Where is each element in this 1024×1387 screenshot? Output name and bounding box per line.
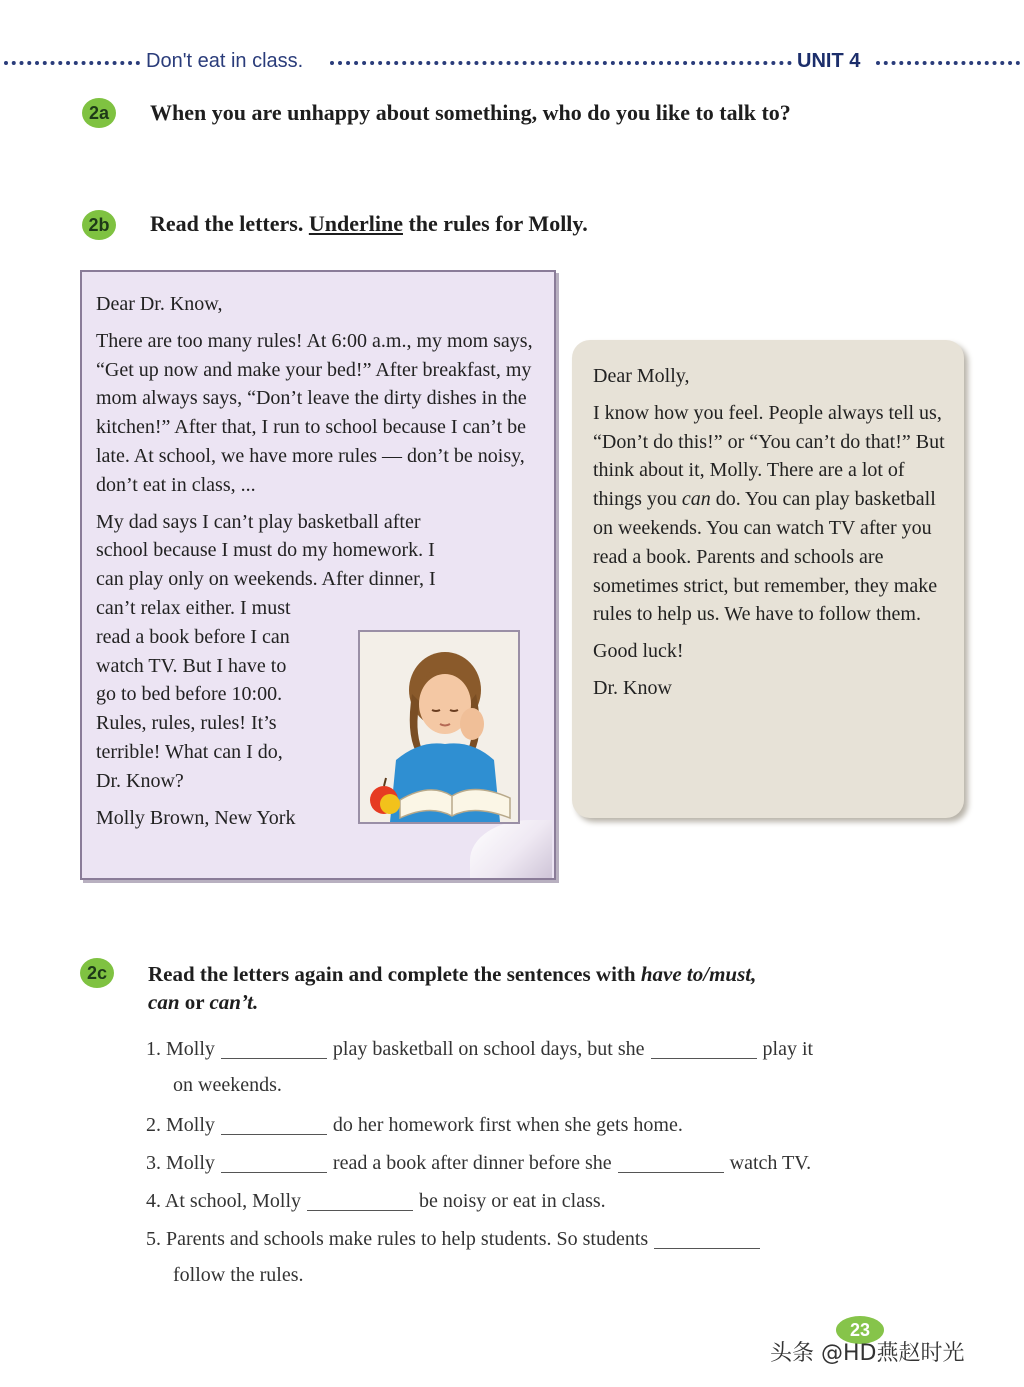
badge-2a: 2a xyxy=(82,98,116,128)
item-text: be noisy or eat in class. xyxy=(419,1190,606,1212)
letter-molly-line: can’t relax either. I must xyxy=(96,596,291,619)
instruction-2c-italic-3: can’t. xyxy=(209,990,259,1014)
letter-molly-line: can play only on weekends. After dinner, I xyxy=(96,568,436,591)
letter-reply-signature: Dr. Know xyxy=(593,676,672,699)
badge-2b: 2b xyxy=(82,210,116,240)
item-text: Molly xyxy=(166,1152,215,1174)
answer-blank[interactable] xyxy=(221,1150,327,1173)
letter-reply-body xyxy=(593,399,949,629)
exercise-item-5-cont: follow the rules. xyxy=(173,1264,304,1286)
answer-blank[interactable] xyxy=(221,1112,327,1135)
exercise-item-4 xyxy=(146,1188,606,1213)
answer-blank[interactable] xyxy=(651,1036,757,1059)
item-text: play it xyxy=(762,1038,814,1060)
letter-molly-line: My dad says I can’t play basketball after xyxy=(96,510,421,533)
watermark-text: 头条 @HD燕赵时光 xyxy=(770,1341,965,1366)
exercise-item-2 xyxy=(146,1112,683,1137)
instruction-2b xyxy=(150,211,588,237)
item-number: 2. xyxy=(146,1114,161,1136)
header-dots-left xyxy=(4,61,140,65)
item-text: At school, Molly xyxy=(164,1190,302,1212)
item-text: do her homework first when she gets home. xyxy=(332,1114,683,1136)
letter-reply-greeting: Dear Molly, xyxy=(593,365,690,387)
letter-molly-paragraph-1: There are too many rules! At 6:00 a.m., my mom says, “Get up now and make your bed!” After breakfast, my mom always says, “Don’t leave the dirty dishes in the kitchen!” After that, I run to school because I can’t be late. At school, we have more rules — don’t be noisy, don’t eat in class, ... xyxy=(96,329,533,496)
answer-blank[interactable] xyxy=(221,1036,327,1059)
instruction-2c-italic-1: have to/must, xyxy=(640,962,757,986)
instruction-2c-pre: Read the letters again and complete the sentences with xyxy=(148,962,641,986)
exercise-item-1 xyxy=(146,1036,813,1061)
instruction-2c-italic-2: can xyxy=(148,990,180,1014)
letter-molly-line: Dr. Know? xyxy=(96,769,184,792)
item-text: Parents and schools make rules to help students. So students xyxy=(166,1228,649,1250)
letter-molly-signature: Molly Brown, New York xyxy=(96,806,296,829)
letter-reply-body-italic: can xyxy=(681,488,711,511)
instruction-2b-pre: Read the letters. xyxy=(150,211,309,236)
letter-molly-line: watch TV. But I have to xyxy=(96,654,287,677)
badge-2c: 2c xyxy=(80,958,114,988)
instruction-2c-mid: or xyxy=(179,990,210,1014)
page-number: 23 xyxy=(836,1316,884,1344)
item-number: 5. xyxy=(146,1228,161,1250)
item-text: play basketball on school days, but she xyxy=(332,1038,645,1060)
letter-molly-line: read a book before I can xyxy=(96,625,290,648)
instruction-2a: When you are unhappy about something, who do you like to talk to? xyxy=(150,100,791,125)
letter-molly-line: terrible! What can I do, xyxy=(96,740,283,763)
header-title: Don't eat in class. xyxy=(146,50,304,72)
girl-reading-photo xyxy=(358,630,520,824)
header-dots-right xyxy=(876,61,1020,65)
page-header xyxy=(0,48,1024,78)
letter-molly-greeting: Dear Dr. Know, xyxy=(96,293,223,315)
answer-blank[interactable] xyxy=(307,1188,413,1211)
exercise-item-1-cont: on weekends. xyxy=(173,1074,282,1096)
instruction-2b-underline: Underline xyxy=(308,211,403,236)
exercise-item-3 xyxy=(146,1150,811,1175)
header-dots-middle xyxy=(330,61,792,65)
letter-molly-line: go to bed before 10:00. xyxy=(96,683,283,706)
item-text: Molly xyxy=(166,1114,215,1136)
item-text: Molly xyxy=(166,1038,215,1060)
unit-label: UNIT 4 xyxy=(797,50,861,72)
letter-reply-closing: Good luck! xyxy=(593,640,684,663)
instruction-2b-post: the rules for Molly. xyxy=(402,211,588,236)
exercise-item-5 xyxy=(146,1226,766,1251)
item-number: 3. xyxy=(146,1152,161,1174)
instruction-2c xyxy=(148,960,908,1016)
item-number: 4. xyxy=(146,1190,161,1212)
answer-blank[interactable] xyxy=(618,1150,724,1173)
item-text: watch TV. xyxy=(729,1152,812,1174)
item-number: 1. xyxy=(146,1038,161,1060)
letter-reply-body-pre: I know how you feel. People always tell us, “Don’t do this!” or “You can’t do that!” But think about it, Molly. There are a lot of things you xyxy=(593,401,945,511)
letter-molly-line: Rules, rules, rules! It’s xyxy=(96,712,277,735)
letter-reply-body-post: do. You can play basketball on weekends. You can watch TV after you read a book. Parents and schools are sometimes strict, but remember, they make rules to help us. We have to follow them. xyxy=(593,488,938,626)
item-text: read a book after dinner before she xyxy=(332,1152,612,1174)
letter-reply-text xyxy=(593,362,949,711)
girl-reading-illustration xyxy=(360,632,518,822)
letter-molly-line: school because I must do my homework. I xyxy=(96,539,435,562)
answer-blank[interactable] xyxy=(654,1226,760,1249)
